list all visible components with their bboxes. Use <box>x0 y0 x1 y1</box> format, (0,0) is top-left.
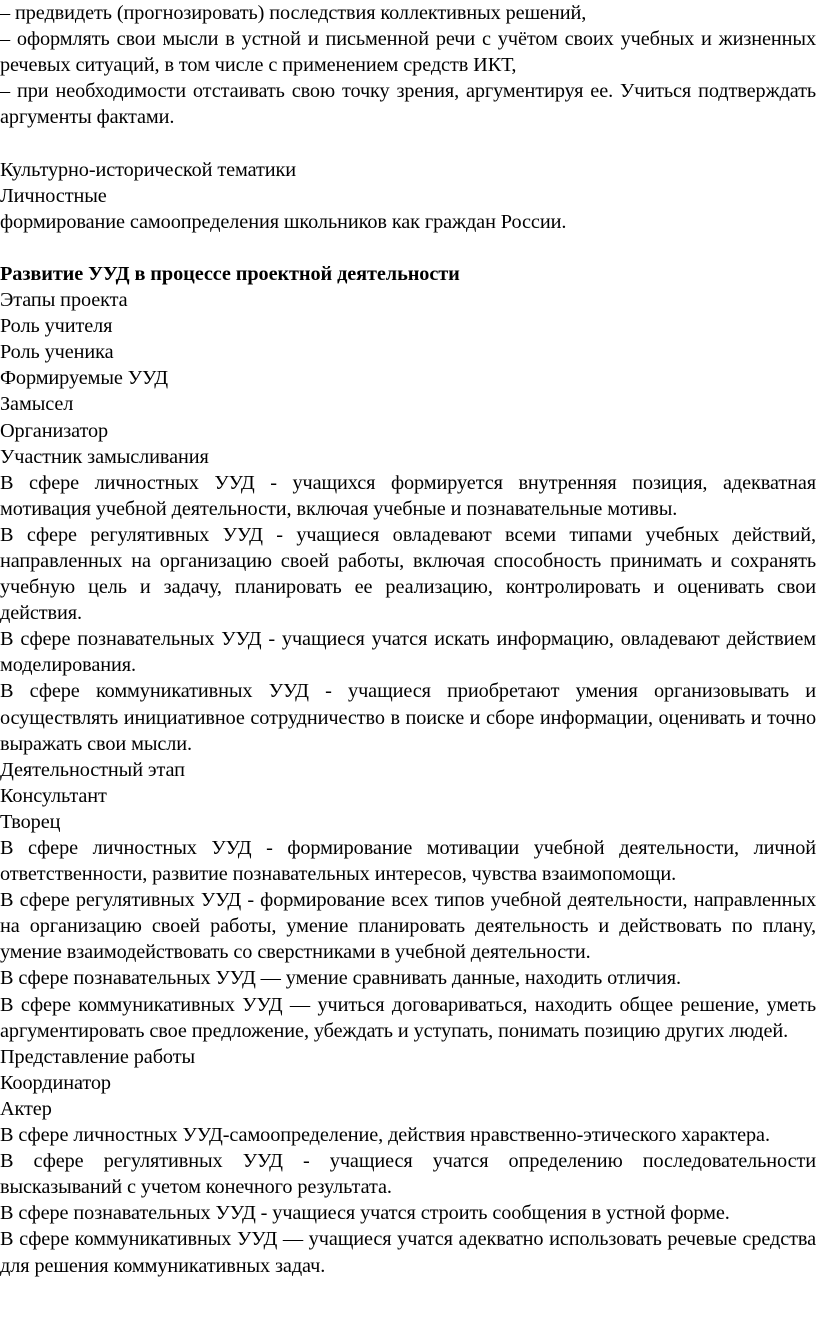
cultural-text: формирование самоопределения школьников как граждан России. <box>0 210 567 233</box>
uud-cognitive: В сфере познавательных УУД — умение сравнивать данные, находить отличия. <box>0 967 681 990</box>
cultural-heading: Культурно-исторической тематики <box>0 158 297 181</box>
blank-line <box>0 130 816 156</box>
stage-name: Деятельностный этап <box>0 758 185 781</box>
uud-personal: В сфере личностных УУД - формирование мотивации учебной деятельности, личной ответственности, развитие познавательных интересов, чувства взаимопомощи. <box>0 837 816 886</box>
blank-line <box>0 235 816 261</box>
stage-name: Представление работы <box>0 1045 195 1068</box>
uud-personal: В сфере личностных УУД-самоопределение, действия нравственно-этического характера. <box>0 1124 770 1147</box>
table-header: Формируемые УУД <box>0 367 168 390</box>
uud-communicative: В сфере коммуникативных УУД — учиться договариваться, находить общее решение, уметь аргументировать свое предложение, убеждать и уступать, понимать позицию других людей. <box>0 993 816 1042</box>
teacher-role: Координатор <box>0 1071 111 1094</box>
uud-regulative: В сфере регулятивных УУД - формирование всех типов учебной деятельности, направленных на организацию своей работы, умение планировать деятельность и действовать по плану, умение взаимодействовать со сверстниками в учебной деятельности. <box>0 889 816 964</box>
table-header: Роль ученика <box>0 341 114 364</box>
intro-item: – предвидеть (прогнозировать) последствия коллективных решений, <box>0 2 587 24</box>
uud-communicative: В сфере коммуникативных УУД — учащиеся учатся адекватно использовать речевые средства для решения коммуникативных задач. <box>0 1228 816 1277</box>
uud-personal: В сфере личностных УУД - учащихся формируется внутренняя позиция, адекватная мотивация учебной деятельности, включая учебные и познавательные мотивы. <box>0 471 816 520</box>
section-title: Развитие УУД в процессе проектной деятельности <box>0 262 460 285</box>
student-role: Участник замысливания <box>0 445 209 468</box>
student-role: Творец <box>0 810 61 833</box>
uud-cognitive: В сфере познавательных УУД - учащиеся учатся искать информацию, овладевают действием моделирования. <box>0 628 816 677</box>
stage-name: Замысел <box>0 393 74 416</box>
teacher-role: Консультант <box>0 784 107 807</box>
table-header: Этапы проекта <box>0 289 128 312</box>
teacher-role: Организатор <box>0 419 109 442</box>
intro-item: – оформлять свои мысли в устной и письменной речи с учётом своих учебных и жизненных речевых ситуаций, в том числе с применением средств ИКТ, <box>0 28 816 77</box>
student-role: Актер <box>0 1097 52 1120</box>
uud-cognitive: В сфере познавательных УУД - учащиеся учатся строить сообщения в устной форме. <box>0 1202 730 1225</box>
uud-regulative: В сфере регулятивных УУД - учащиеся овладевают всеми типами учебных действий, направленных на организацию своей работы, включая способность принимать и сохранять учебную цель и задачу, планировать ее реализацию, контролировать и оценивать свои действия. <box>0 523 816 625</box>
uud-communicative: В сфере коммуникативных УУД - учащиеся приобретают умения организовывать и осуществлять инициативное сотрудничество в поиске и сборе информации, оценивать и точно выражать свои мысли. <box>0 680 816 755</box>
cultural-subheading: Личностные <box>0 184 107 207</box>
table-header: Роль учителя <box>0 315 113 338</box>
intro-item: – при необходимости отстаивать свою точку зрения, аргументируя ее. Учиться подтверждать аргументы фактами. <box>0 80 816 129</box>
uud-regulative: В сфере регулятивных УУД - учащиеся учатся определению последовательности высказываний с учетом конечного результата. <box>0 1150 816 1199</box>
